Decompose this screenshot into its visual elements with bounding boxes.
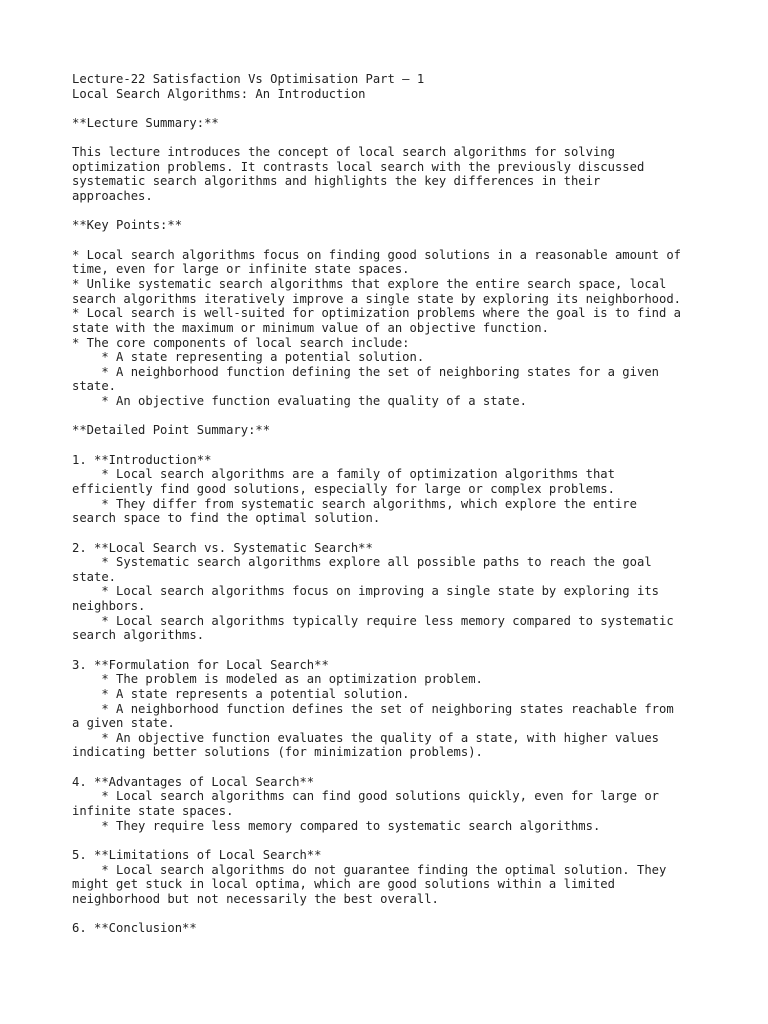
blank-line bbox=[72, 409, 712, 424]
summary-paragraph-line: systematic search algorithms and highlights the key differences in their bbox=[72, 174, 601, 189]
detail-line: infinite state spaces. bbox=[72, 804, 234, 819]
blank-line bbox=[72, 101, 712, 116]
key-point-line: * Unlike systematic search algorithms that explore the entire search space, local bbox=[72, 276, 667, 291]
detail-line: * The problem is modeled as an optimization problem. bbox=[72, 672, 483, 687]
detail-line: search algorithms. bbox=[72, 628, 205, 643]
blank-line bbox=[72, 526, 712, 541]
numbered-heading-local-vs-systematic: 2. **Local Search vs. Systematic Search** bbox=[72, 540, 373, 555]
detail-line: * They differ from systematic search algorithms, which explore the entire bbox=[72, 496, 637, 511]
detail-line: a given state. bbox=[72, 716, 175, 731]
blank-line bbox=[72, 907, 712, 922]
key-point-line: * Local search is well-suited for optimization problems where the goal is to find a bbox=[72, 306, 682, 321]
key-point-line: state with the maximum or minimum value of an objective function. bbox=[72, 320, 549, 335]
numbered-heading-advantages: 4. **Advantages of Local Search** bbox=[72, 774, 315, 789]
key-point-line: * The core components of local search include: bbox=[72, 335, 410, 350]
detail-line: neighbors. bbox=[72, 599, 146, 614]
detail-line: * Systematic search algorithms explore all possible paths to reach the goal bbox=[72, 555, 652, 570]
detail-line: * An objective function evaluates the quality of a state, with higher values bbox=[72, 730, 659, 745]
detail-line: might get stuck in local optima, which are good solutions within a limited bbox=[72, 877, 615, 892]
detail-line: * Local search algorithms focus on improving a single state by exploring its bbox=[72, 584, 659, 599]
detail-line: neighborhood but not necessarily the best overall. bbox=[72, 891, 439, 906]
detail-line: * A state represents a potential solution. bbox=[72, 686, 410, 701]
blank-line bbox=[72, 233, 712, 248]
key-point-subitem-line: * A neighborhood function defining the set of neighboring states for a given bbox=[72, 364, 659, 379]
numbered-heading-conclusion: 6. **Conclusion** bbox=[72, 921, 197, 936]
summary-paragraph-line: approaches. bbox=[72, 189, 153, 204]
summary-paragraph-line: optimization problems. It contrasts local search with the previously discussed bbox=[72, 159, 645, 174]
numbered-heading-formulation: 3. **Formulation for Local Search** bbox=[72, 657, 329, 672]
blank-line bbox=[72, 131, 712, 146]
detail-line: * Local search algorithms are a family of optimization algorithms that bbox=[72, 467, 615, 482]
numbered-heading-introduction: 1. **Introduction** bbox=[72, 452, 212, 467]
numbered-heading-limitations: 5. **Limitations of Local Search** bbox=[72, 847, 322, 862]
blank-line bbox=[72, 438, 712, 453]
detail-line: state. bbox=[72, 569, 117, 584]
section-heading-key-points: **Key Points:** bbox=[72, 218, 183, 233]
detail-line: * Local search algorithms can find good solutions quickly, even for large or bbox=[72, 789, 659, 804]
summary-paragraph-line: This lecture introduces the concept of local search algorithms for solving bbox=[72, 145, 615, 160]
detail-line: * Local search algorithms typically require less memory compared to systematic bbox=[72, 613, 674, 628]
detail-line: * A neighborhood function defines the set of neighboring states reachable from bbox=[72, 701, 674, 716]
detail-line: search space to find the optimal solution. bbox=[72, 511, 381, 526]
detail-line: efficiently find good solutions, especially for large or complex problems. bbox=[72, 481, 615, 496]
blank-line bbox=[72, 204, 712, 219]
section-heading-detailed-summary: **Detailed Point Summary:** bbox=[72, 423, 271, 438]
detail-line: * Local search algorithms do not guarantee finding the optimal solution. They bbox=[72, 862, 667, 877]
blank-line bbox=[72, 643, 712, 658]
section-heading-lecture-summary: **Lecture Summary:** bbox=[72, 115, 219, 130]
blank-line bbox=[72, 760, 712, 775]
detail-line: * They require less memory compared to systematic search algorithms. bbox=[72, 818, 601, 833]
blank-line bbox=[72, 833, 712, 848]
key-point-line: time, even for large or infinite state spaces. bbox=[72, 262, 410, 277]
document-page bbox=[72, 72, 712, 936]
key-point-line: search algorithms iteratively improve a single state by exploring its neighborhood. bbox=[72, 291, 682, 306]
key-point-subitem-line: state. bbox=[72, 379, 117, 394]
key-point-subitem-line: * An objective function evaluating the quality of a state. bbox=[72, 394, 527, 409]
detail-line: indicating better solutions (for minimization problems). bbox=[72, 745, 483, 760]
document-title: Lecture-22 Satisfaction Vs Optimisation Part – 1 bbox=[72, 72, 425, 86]
key-point-line: * Local search algorithms focus on finding good solutions in a reasonable amount of bbox=[72, 247, 682, 262]
document-subtitle: Local Search Algorithms: An Introduction bbox=[72, 86, 366, 101]
key-point-subitem-line: * A state representing a potential solution. bbox=[72, 350, 425, 365]
